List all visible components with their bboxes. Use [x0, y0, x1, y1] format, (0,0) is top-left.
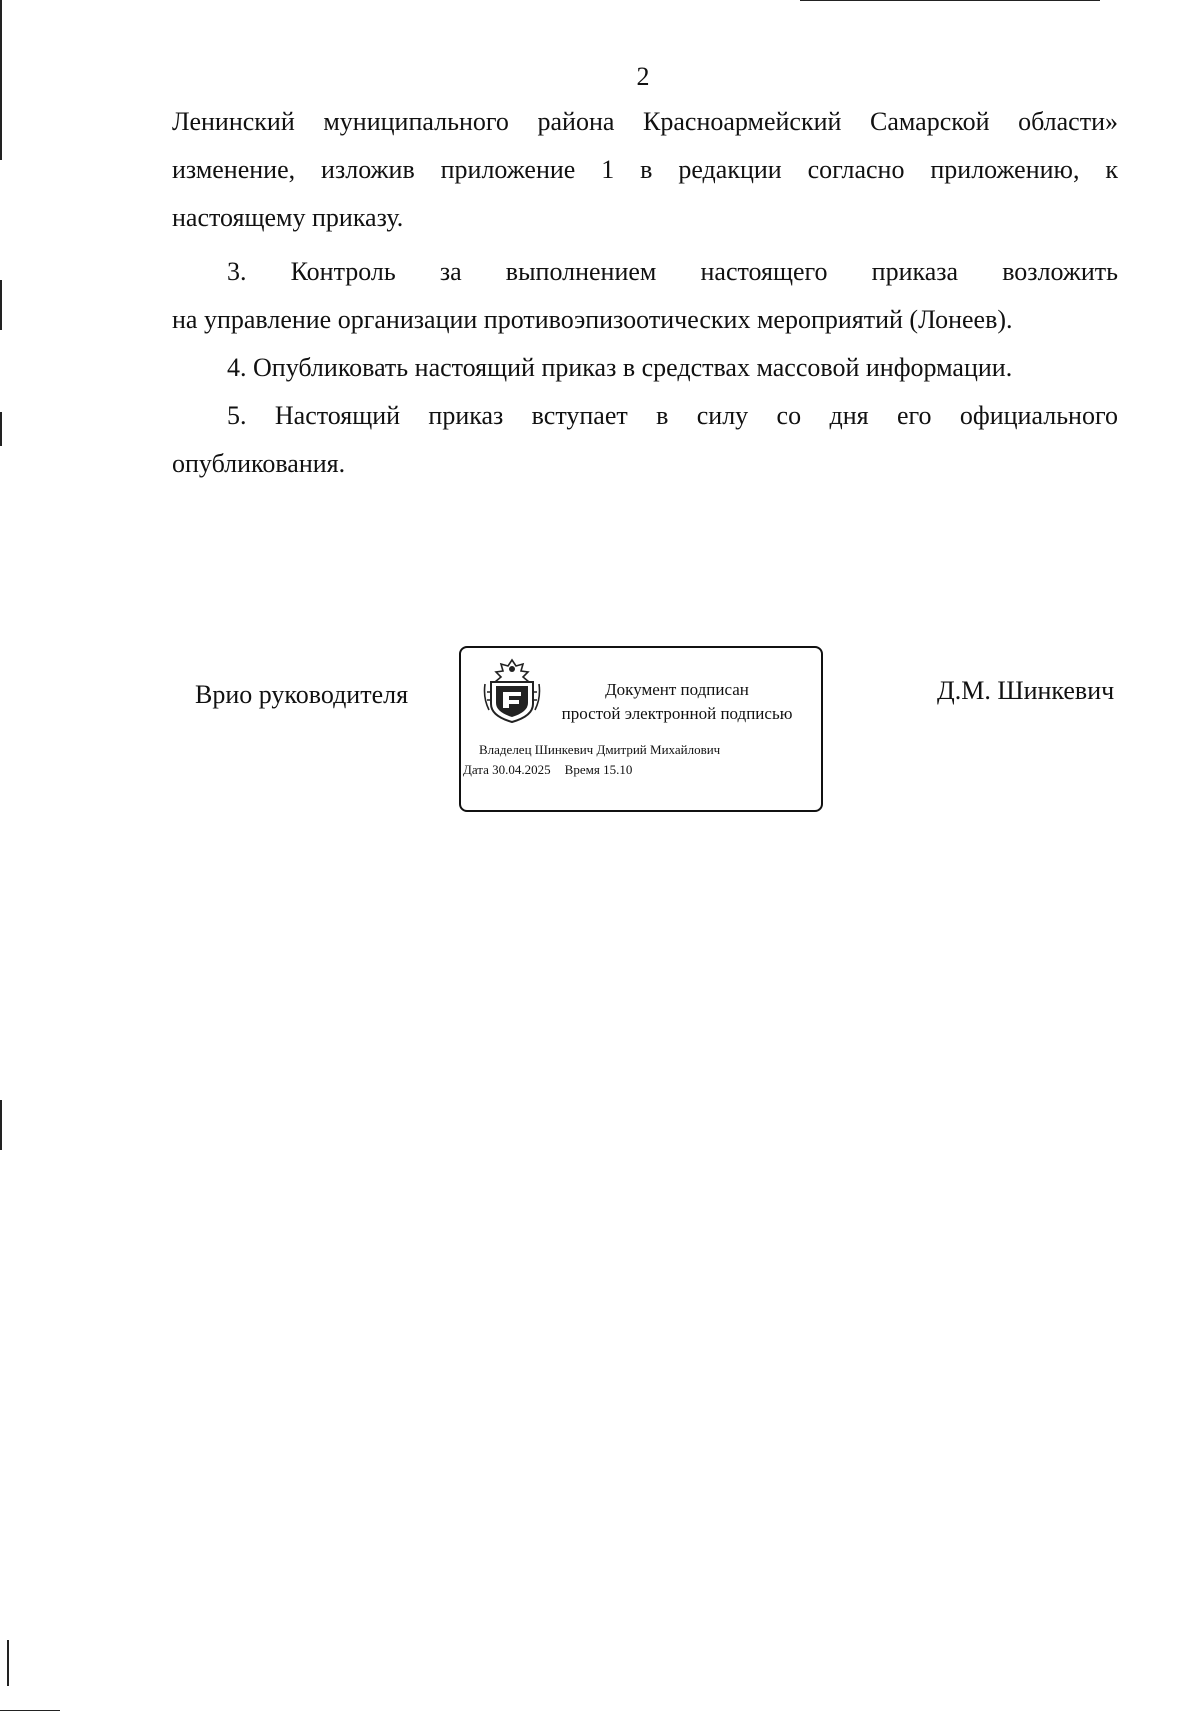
- paragraph-5: [172, 392, 1118, 488]
- stamp-date: Дата 30.04.2025: [463, 762, 551, 777]
- paragraph-4: [172, 344, 1118, 392]
- scan-edge-mark: [0, 1710, 60, 1711]
- stamp-heading-line-1: Документ подписан: [605, 680, 749, 699]
- paragraph-2-line-2: изменение, изложив приложение 1 в редакции согласно приложению, к: [172, 155, 1118, 184]
- stamp-owner: Владелец Шинкевич Дмитрий Михайлович: [479, 742, 721, 757]
- scan-edge-mark: [0, 1100, 2, 1150]
- scan-edge-mark: [800, 0, 1100, 1]
- signer-name: Д.М. Шинкевич: [937, 676, 1115, 705]
- paragraph-2-line-1: Ленинский муниципального района Красноармейский Самарской области»: [172, 107, 1118, 136]
- document-body: [172, 98, 1118, 242]
- signature-block: [0, 646, 1200, 816]
- scan-edge-mark: [7, 1640, 9, 1686]
- page-number: 2: [636, 62, 650, 91]
- scan-edge-mark: [0, 0, 2, 160]
- stamp-date-time-line: [463, 760, 720, 780]
- stamp-time: Время 15.10: [564, 762, 633, 777]
- paragraph-5-line-2: опубликования.: [172, 449, 346, 478]
- stamp-heading-line-2: простой электронной подписью: [561, 704, 793, 723]
- scan-edge-mark: [0, 280, 2, 330]
- paragraph-2-line-3: настоящему приказу.: [172, 203, 404, 232]
- stamp-details: [463, 740, 720, 780]
- scan-edge-mark: [0, 412, 2, 446]
- stamp-heading: [541, 678, 813, 726]
- signer-title: Врио руководителя: [195, 680, 409, 709]
- paragraph-5-line-1: 5. Настоящий приказ вступает в силу со дня его официального: [227, 401, 1118, 430]
- coat-of-arms-icon: [483, 658, 541, 724]
- paragraph-3: [172, 248, 1118, 344]
- paragraph-3-line-2: на управление организации противоэпизоотических мероприятий (Лонеев).: [172, 305, 1013, 334]
- electronic-signature-stamp: [459, 646, 823, 812]
- paragraph-3-line-1: 3. Контроль за выполнением настоящего приказа возложить: [227, 257, 1118, 286]
- paragraph-4-text: 4. Опубликовать настоящий приказ в средствах массовой информации.: [227, 353, 1013, 382]
